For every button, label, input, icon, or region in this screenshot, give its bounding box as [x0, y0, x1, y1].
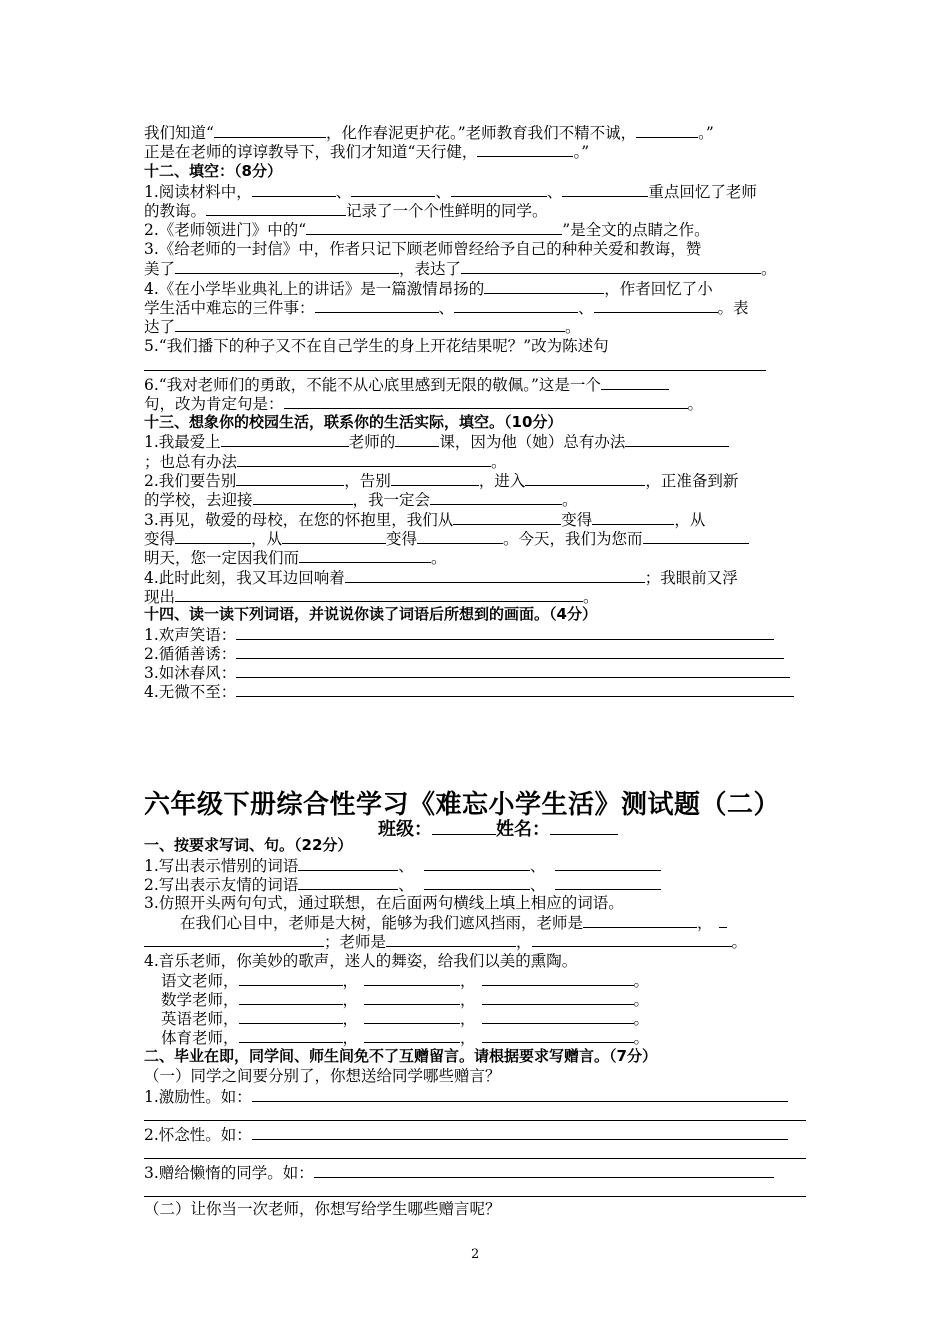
answer-blank[interactable]	[144, 1106, 806, 1121]
answer-blank[interactable]	[430, 490, 562, 505]
answer-blank[interactable]	[484, 279, 604, 294]
answer-blank[interactable]	[284, 394, 688, 409]
answer-blank[interactable]	[252, 1125, 788, 1140]
answer-blank[interactable]	[364, 1028, 460, 1043]
text-line	[144, 1144, 806, 1164]
answer-blank[interactable]	[417, 529, 503, 544]
student-info: 班级： 姓名：	[378, 815, 618, 841]
answer-blank[interactable]	[482, 971, 634, 986]
text-line: 3.赠给懒惰的同学。如：	[144, 1163, 774, 1183]
answer-blank[interactable]	[555, 875, 661, 890]
text-line: 2.怀念性。如：	[144, 1125, 788, 1145]
answer-blank[interactable]	[525, 471, 645, 486]
text-line: （一）同学之间要分别了，你想送给同学哪些赠言？	[144, 1067, 501, 1085]
answer-blank[interactable]	[236, 663, 790, 678]
text-line: 句，改为肯定句是： 。	[144, 395, 704, 413]
answer-blank[interactable]	[482, 1009, 634, 1024]
class-field[interactable]	[432, 818, 496, 835]
text-line: 美了 ，表达了 。	[144, 260, 777, 278]
answer-blank[interactable]	[454, 298, 578, 313]
answer-blank[interactable]	[386, 932, 516, 947]
text-line: 学生活中难忘的三件事： 、 、 。表	[144, 299, 749, 317]
answer-blank[interactable]	[175, 587, 583, 602]
text-line: 语文老师， ， ， 。	[161, 972, 650, 990]
answer-blank[interactable]	[236, 644, 784, 659]
answer-blank[interactable]	[239, 1028, 343, 1043]
text-line: 3.再见，敬爱的母校，在您的怀抱里，我们从 变得 ，从	[144, 511, 706, 529]
answer-blank[interactable]	[424, 875, 530, 890]
text-line: 2.循循善诱：	[144, 644, 784, 664]
text-line: 明天，您一定因我们而 。	[144, 549, 447, 567]
answer-blank[interactable]	[643, 529, 749, 544]
answer-blank[interactable]	[364, 990, 460, 1005]
section-heading: 十四、读一读下列词语，并说说你读了词语后所想到的画面。（4分）	[144, 605, 597, 623]
text-line	[144, 356, 766, 376]
text-line: ；老师是 ， 。	[144, 932, 747, 952]
answer-blank[interactable]	[298, 875, 398, 890]
answer-blank[interactable]	[601, 375, 669, 390]
text-line: 变得 ，从 变得 。今天，我们为您而	[144, 529, 749, 549]
page-number: 2	[471, 1247, 480, 1262]
text-line: 1.我最爱上 老师的 课，因为他（她）总有办法	[144, 432, 729, 452]
text-line: 体育老师， ， ， 。	[161, 1029, 650, 1047]
text-line: 在我们心目中，老师是大树，能够为我们遮风挡雨，老师是 ，	[180, 913, 727, 933]
answer-blank[interactable]	[239, 971, 343, 986]
answer-blank[interactable]	[315, 298, 439, 313]
answer-blank[interactable]	[214, 123, 326, 138]
answer-blank[interactable]	[175, 259, 399, 274]
answer-blank[interactable]	[562, 182, 648, 197]
answer-blank[interactable]	[482, 990, 634, 1005]
answer-blank[interactable]	[236, 625, 774, 640]
answer-blank[interactable]	[461, 259, 761, 274]
name-field[interactable]	[550, 818, 618, 835]
answer-blank[interactable]	[364, 1009, 460, 1024]
answer-blank[interactable]	[314, 1163, 774, 1178]
text-line: 2.我们要告别 ，告别 ，进入 ，正准备到新	[144, 472, 739, 490]
text-line: 达了 。	[144, 318, 581, 336]
answer-blank[interactable]	[252, 1087, 788, 1102]
text-line: 2.《老师领进门》中的“ ”是全文的点睛之作。	[144, 221, 710, 239]
page-title: 六年级下册综合性学习《难忘小学生活》测试题（二）	[144, 790, 781, 820]
answer-blank[interactable]	[395, 432, 439, 447]
section-heading: 十二、填空：（8分）	[144, 162, 282, 180]
text-line: 的学校，去迎接 ，我一定会 。	[144, 491, 578, 509]
text-line: 3.仿照开头两句句式，通过联想，在后面两句横线上填上相应的词语。	[144, 894, 624, 912]
answer-blank[interactable]	[592, 510, 674, 525]
text-line: 英语老师， ， ， 。	[161, 1010, 650, 1028]
answer-blank[interactable]	[555, 856, 661, 871]
answer-blank[interactable]	[253, 490, 353, 505]
answer-blank[interactable]	[482, 1028, 634, 1043]
answer-blank[interactable]	[391, 471, 479, 486]
answer-blank[interactable]	[351, 182, 435, 197]
text-line: 2.写出表示友情的词语 、 、	[144, 875, 661, 895]
answer-blank[interactable]	[175, 529, 251, 544]
text-line: 6.“我对老师们的勇敢，不能不从心底里感到无限的敬佩。”这是一个	[144, 375, 669, 395]
text-line: 5.“我们播下的种子又不在自己学生的身上开花结果呢？”改为陈述句	[144, 337, 609, 355]
answer-blank[interactable]	[252, 182, 336, 197]
answer-blank[interactable]	[144, 356, 766, 371]
answer-blank[interactable]	[236, 471, 344, 486]
answer-blank[interactable]	[221, 432, 349, 447]
text-line: 4.《在小学毕业典礼上的讲话》是一篇激情昂扬的 ，作者回忆了小	[144, 280, 713, 298]
text-line: 3.《给老师的一封信》中，作者只记下顾老师曾经给予自己的种种关爱和教诲，赞	[144, 240, 702, 258]
text-line: 3.如沐春风：	[144, 663, 790, 683]
section-heading: 二、毕业在即，同学间、师生间免不了互赠留言。请根据要求写赠言。（7分）	[144, 1047, 657, 1065]
answer-blank[interactable]	[636, 123, 698, 138]
answer-blank[interactable]	[477, 142, 573, 157]
answer-blank[interactable]	[282, 529, 386, 544]
text-line: 4.无微不至：	[144, 682, 794, 702]
answer-blank[interactable]	[144, 932, 324, 947]
answer-blank[interactable]	[451, 182, 547, 197]
text-line	[144, 1106, 806, 1126]
text-line: 1.阅读材料中， 、 、 、 重点回忆了老师	[144, 183, 757, 201]
answer-blank[interactable]	[175, 317, 565, 332]
answer-blank[interactable]	[237, 452, 491, 467]
answer-blank[interactable]	[144, 1144, 806, 1159]
answer-blank[interactable]	[424, 856, 530, 871]
text-line: ；也总有办法 。	[144, 453, 507, 471]
text-line: 4.此时此刻，我又耳边回响着 ；我眼前又浮	[144, 569, 738, 587]
text-line: 1.激励性。如：	[144, 1087, 788, 1107]
text-line: 1.写出表示惜别的词语 、 、	[144, 856, 661, 876]
text-line: 现出 。	[144, 588, 599, 606]
answer-blank[interactable]	[364, 971, 460, 986]
answer-blank[interactable]	[236, 682, 794, 697]
answer-blank[interactable]	[532, 932, 732, 947]
text-line	[144, 1182, 806, 1202]
section-heading: 十三、想象你的校园生活，联系你的生活实际，填空。（10分）	[144, 413, 563, 431]
text-line: 正是在老师的谆谆教导下，我们才知道“天行健， 。”	[144, 143, 590, 161]
text-line: 我们知道“ ，化作春泥更护花。”老师教育我们不精不诚， 。”	[144, 124, 714, 142]
answer-blank[interactable]	[594, 298, 718, 313]
text-line: （二）让你当一次老师，你想写给学生哪些赠言呢？	[144, 1200, 501, 1218]
answer-blank[interactable]	[306, 220, 562, 235]
answer-blank[interactable]	[144, 1182, 806, 1197]
text-line: 1.欢声笑语：	[144, 625, 774, 645]
answer-blank[interactable]	[239, 1009, 343, 1024]
answer-blank[interactable]	[299, 548, 431, 563]
answer-blank[interactable]	[719, 913, 727, 928]
text-line: 4.音乐老师，你美妙的歌声，迷人的舞姿，给我们以美的熏陶。	[144, 952, 578, 970]
answer-blank[interactable]	[583, 913, 697, 928]
text-line: 的教诲。 记录了一个个性鲜明的同学。	[144, 202, 548, 220]
answer-blank[interactable]	[453, 510, 561, 525]
answer-blank[interactable]	[625, 432, 729, 447]
answer-blank[interactable]	[239, 990, 343, 1005]
section-heading: 一、按要求写词、句。（22分）	[144, 836, 353, 854]
answer-blank[interactable]	[298, 856, 398, 871]
answer-blank[interactable]	[206, 201, 346, 216]
answer-blank[interactable]	[345, 568, 645, 583]
text-line: 数学老师， ， ， 。	[161, 991, 650, 1009]
